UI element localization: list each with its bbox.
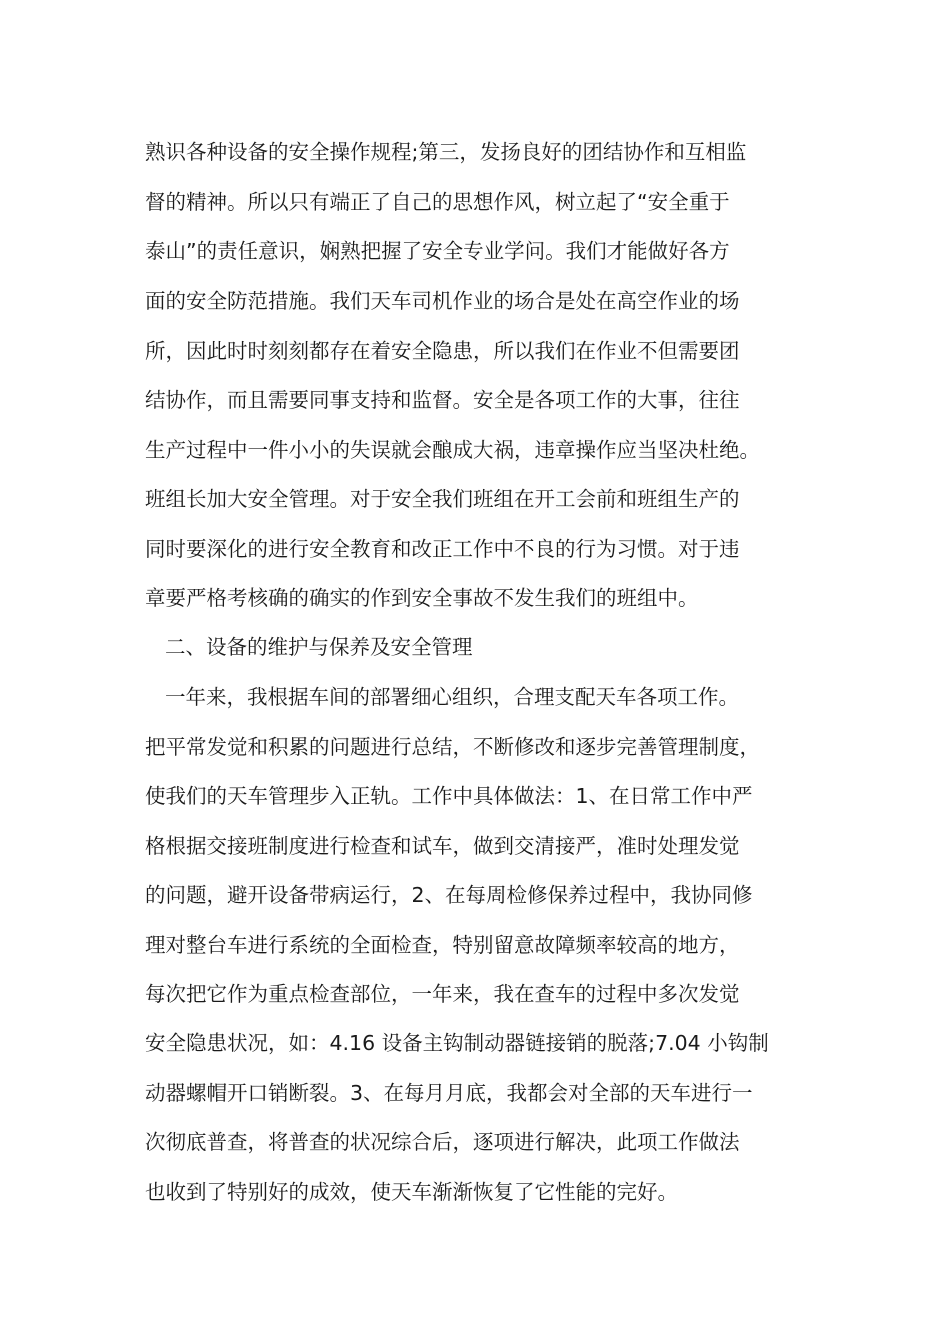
text-line: 每次把它作为重点检查部位，一年来，我在查车的过程中多次发觉 xyxy=(145,982,740,1006)
text-line: 理对整台车进行系统的全面检查，特别留意故障频率较高的地方， xyxy=(145,933,740,957)
text-line: 把平常发觉和积累的问题进行总结，不断修改和逐步完善管理制度， xyxy=(145,735,760,759)
text-line: 也收到了特别好的成效，使天车渐渐恢复了它性能的完好。 xyxy=(145,1180,678,1204)
text-line: 格根据交接班制度进行检查和试车，做到交清接严，准时处理发觉 xyxy=(145,834,740,858)
text-line: 章要严格考核确的确实的作到安全事故不发生我们的班组中。 xyxy=(145,586,699,610)
text-line: 所，因此时时刻刻都存在着安全隐患，所以我们在作业不但需要团 xyxy=(145,339,740,363)
text-line: 生产过程中一件小小的失误就会酿成大祸，违章操作应当坚决杜绝。 xyxy=(145,438,760,462)
text-line: 安全隐患状况，如：4.16 设备主钩制动器链接销的脱落;7.04 小钩制 xyxy=(145,1031,769,1055)
text-line: 泰山”的责任意识，娴熟把握了安全专业学问。我们才能做好各方 xyxy=(145,239,730,263)
section-heading: 二、设备的维护与保养及安全管理 xyxy=(165,635,473,659)
text-line: 面的安全防范措施。我们天车司机作业的场合是处在高空作业的场 xyxy=(145,289,740,313)
text-line: 同时要深化的进行安全教育和改正工作中不良的行为习惯。对于违 xyxy=(145,537,740,561)
text-line: 使我们的天车管理步入正轨。工作中具体做法：1、在日常工作中严 xyxy=(145,784,753,808)
text-line: 班组长加大安全管理。对于安全我们班组在开工会前和班组生产的 xyxy=(145,487,740,511)
text-line: 一年来，我根据车间的部署细心组织，合理支配天车各项工作。 xyxy=(165,685,739,709)
text-line: 督的精神。所以只有端正了自己的思想作风，树立起了“安全重于 xyxy=(145,190,730,214)
text-line: 熟识各种设备的安全操作规程;第三，发扬良好的团结协作和互相监 xyxy=(145,140,747,164)
text-line: 结协作，而且需要同事支持和监督。安全是各项工作的大事，往往 xyxy=(145,388,740,412)
text-line: 动器螺帽开口销断裂。3、在每月月底，我都会对全部的天车进行一 xyxy=(145,1081,753,1105)
text-line: 次彻底普查，将普查的状况综合后，逐项进行解决，此项工作做法 xyxy=(145,1130,740,1154)
text-line: 的问题，避开设备带病运行，2、在每周检修保养过程中，我协同修 xyxy=(145,883,753,907)
